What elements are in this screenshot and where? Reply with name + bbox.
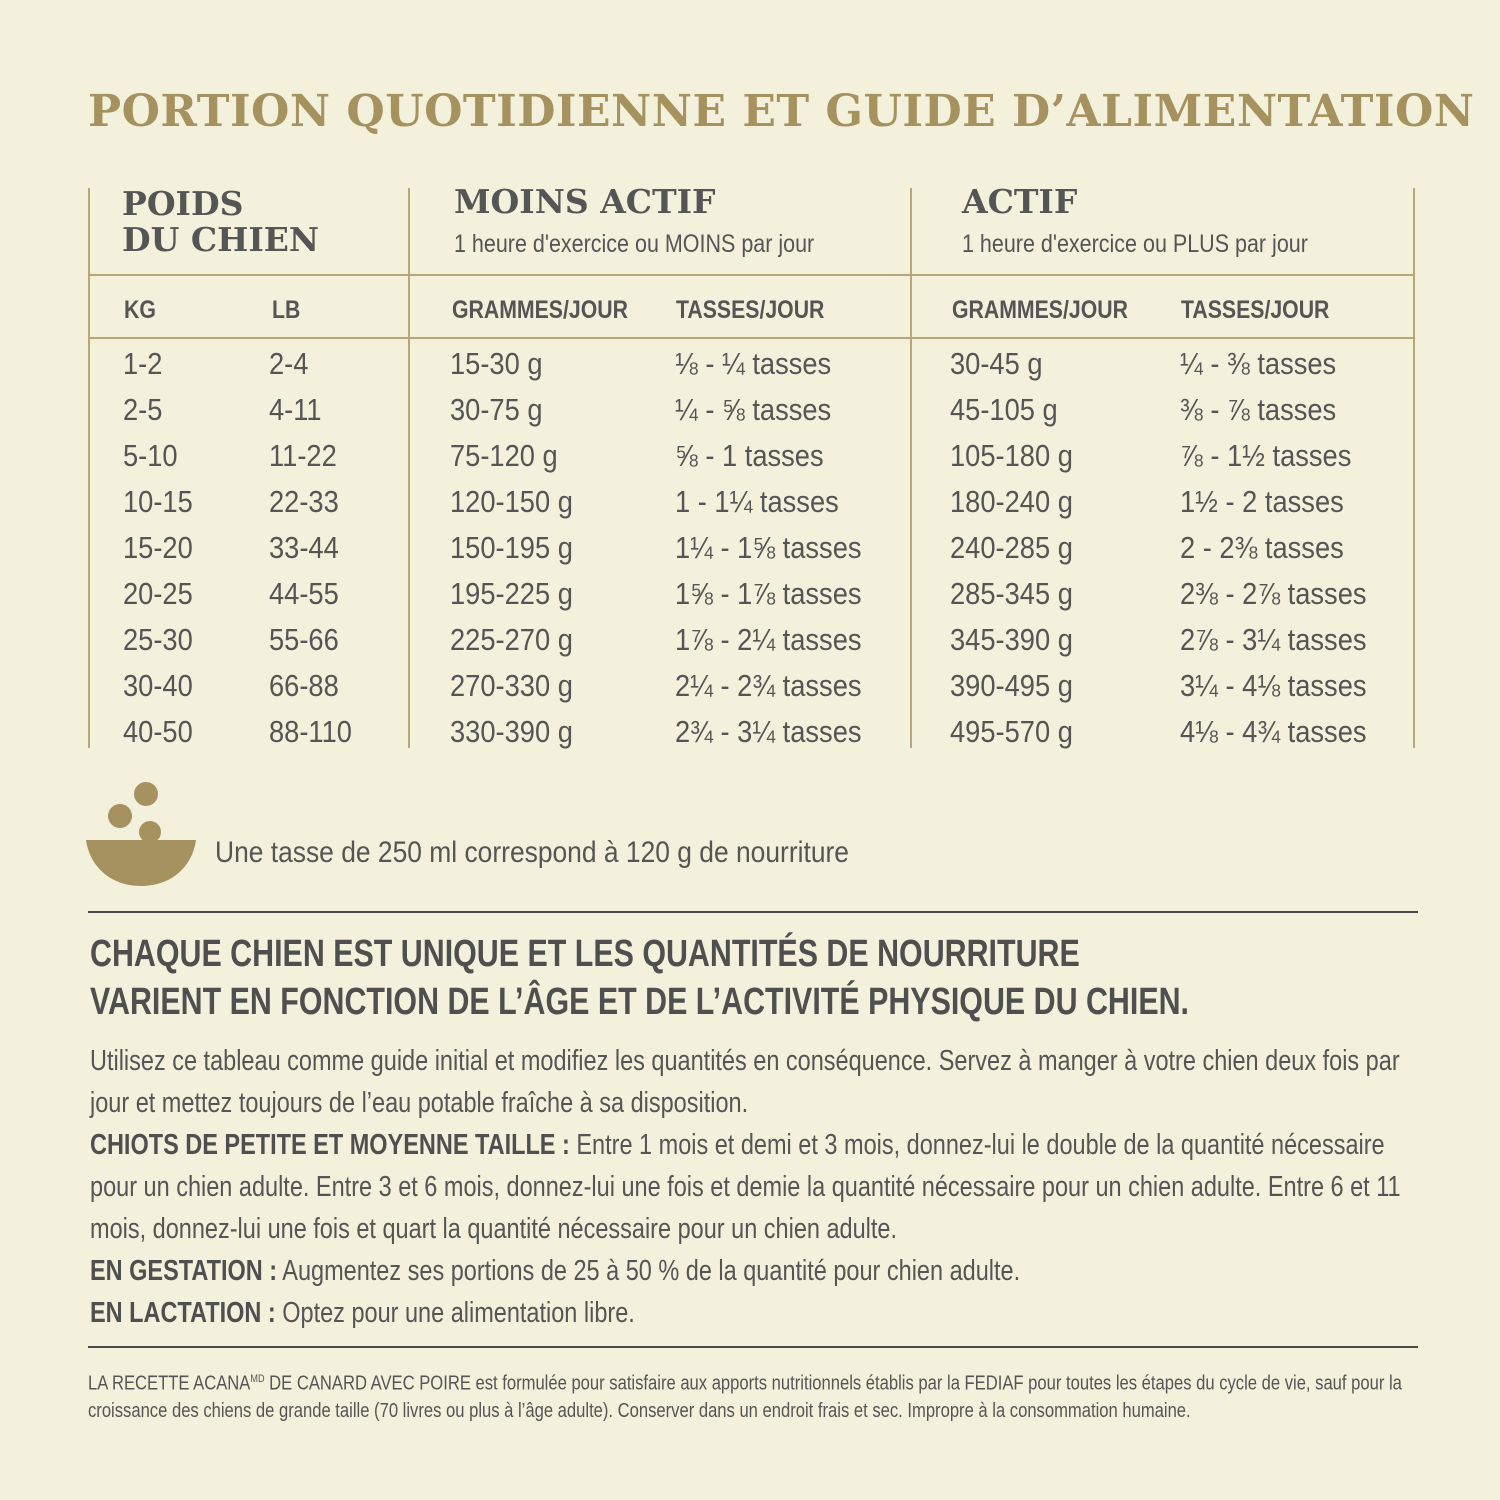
- active-header: ACTIF: [962, 182, 1078, 221]
- gestation-label: EN GESTATION :: [90, 1255, 278, 1287]
- cell-kg: 40-50: [123, 714, 193, 749]
- table-row: [0, 438, 1500, 484]
- footnote-text: DE CANARD AVEC POIRE est formulée pour satisfaire aux apports nutritionnels établis par la FEDIAF pour toutes les étapes du cycle de vie, sauf pour la croissance des chiens de grande taille (70 livres ou plus à l’âge adulte). Conserver dans un endroit frais et sec. Impropre à la consommation humaine.: [88, 1372, 1402, 1422]
- cell-less-cups: 1⅞ - 2¼ tasses: [675, 622, 862, 657]
- cell-active-cups: ⅞ - 1½ tasses: [1180, 438, 1352, 473]
- cell-kg: 2-5: [123, 392, 163, 427]
- cell-less-cups: 1¼ - 1⅝ tasses: [675, 530, 862, 565]
- guidance-lactation: [90, 1292, 1418, 1334]
- footnote-divider: [88, 1346, 1418, 1348]
- cell-active-grams: 30-45 g: [950, 346, 1043, 381]
- cell-lb: 88-110: [269, 714, 352, 749]
- table-header-rule: [88, 274, 1415, 276]
- cell-active-grams: 285-345 g: [950, 576, 1073, 611]
- cell-less-grams: 75-120 g: [450, 438, 558, 473]
- cell-active-cups: 2⅞ - 3¼ tasses: [1180, 622, 1367, 657]
- cell-less-cups: 1 - 1¼ tasses: [675, 484, 839, 519]
- cell-active-cups: ⅜ - ⅞ tasses: [1180, 392, 1337, 427]
- footnote-brand: LA RECETTE ACANA: [88, 1372, 251, 1395]
- cell-active-cups: 4⅛ - 4¾ tasses: [1180, 714, 1367, 749]
- cell-active-cups: ¼ - ⅜ tasses: [1180, 346, 1337, 381]
- cell-less-cups: 2¾ - 3¼ tasses: [675, 714, 862, 749]
- cell-less-grams: 195-225 g: [450, 576, 573, 611]
- lactation-text: Optez pour une alimentation libre.: [275, 1297, 635, 1329]
- cell-lb: 33-44: [269, 530, 339, 565]
- cell-less-cups: ⅝ - 1 tasses: [675, 438, 824, 473]
- cell-kg: 1-2: [123, 346, 163, 381]
- cell-active-grams: 180-240 g: [950, 484, 1073, 519]
- table-row: [0, 622, 1500, 668]
- cell-lb: 2-4: [269, 346, 309, 381]
- cell-active-grams: 45-105 g: [950, 392, 1058, 427]
- gestation-text: Augmentez ses portions de 25 à 50 % de la quantité pour chien adulte.: [277, 1255, 1021, 1287]
- unique-dog-heading-line2: VARIENT EN FONCTION DE L’ÂGE ET DE L’ACTIVITÉ PHYSIQUE DU CHIEN.: [90, 981, 1190, 1023]
- cell-active-grams: 105-180 g: [950, 438, 1073, 473]
- cell-lb: 44-55: [269, 576, 339, 611]
- cell-active-grams: 240-285 g: [950, 530, 1073, 565]
- cell-active-cups: 2 - 2⅜ tasses: [1180, 530, 1344, 565]
- lactation-label: EN LACTATION :: [90, 1297, 276, 1329]
- column-header-active-grams: GRAMMES/JOUR: [952, 296, 1128, 324]
- cell-kg: 15-20: [123, 530, 193, 565]
- cell-kg: 30-40: [123, 668, 193, 703]
- cell-less-grams: 120-150 g: [450, 484, 573, 519]
- cell-less-grams: 330-390 g: [450, 714, 573, 749]
- page-title: PORTION QUOTIDIENNE ET GUIDE D’ALIMENTATION: [88, 86, 1475, 137]
- cell-less-cups: ¼ - ⅝ tasses: [675, 392, 832, 427]
- cell-less-cups: 1⅝ - 1⅞ tasses: [675, 576, 862, 611]
- column-header-kg: KG: [124, 296, 156, 324]
- footnote-trademark: MD: [250, 1373, 265, 1385]
- cell-kg: 25-30: [123, 622, 193, 657]
- cell-less-grams: 15-30 g: [450, 346, 543, 381]
- less-active-subtitle: 1 heure d'exercice ou MOINS par jour: [454, 230, 815, 258]
- cell-less-grams: 150-195 g: [450, 530, 573, 565]
- cell-less-grams: 225-270 g: [450, 622, 573, 657]
- cell-less-cups: 2¼ - 2¾ tasses: [675, 668, 862, 703]
- guidance-intro: Utilisez ce tableau comme guide initial et modifiez les quantités en conséquence. Servez à manger à votre chien deux fois par jour et mettez toujours de l’eau potable fraîche à sa disposition.: [90, 1045, 1400, 1119]
- weight-header-line2: DU CHIEN: [122, 220, 320, 259]
- cell-less-grams: 270-330 g: [450, 668, 573, 703]
- table-row: [0, 392, 1500, 438]
- table-subheader-rule: [88, 337, 1415, 339]
- column-header-lb: LB: [272, 296, 301, 324]
- cell-kg: 5-10: [123, 438, 178, 473]
- table-row: [0, 668, 1500, 714]
- guidance-gestation: [90, 1250, 1418, 1292]
- cell-active-cups: 2⅜ - 2⅞ tasses: [1180, 576, 1367, 611]
- cell-lb: 22-33: [269, 484, 339, 519]
- footnote: [88, 1366, 1416, 1425]
- weight-header: [122, 186, 319, 258]
- column-header-active-cups: TASSES/JOUR: [1181, 296, 1330, 324]
- cup-conversion-note: Une tasse de 250 ml correspond à 120 g de nourriture: [215, 836, 849, 869]
- active-subtitle: 1 heure d'exercice ou PLUS par jour: [962, 230, 1308, 258]
- table-row: [0, 576, 1500, 622]
- cell-kg: 20-25: [123, 576, 193, 611]
- cell-less-grams: 30-75 g: [450, 392, 543, 427]
- guidance-puppies: [90, 1124, 1418, 1250]
- section-divider: [88, 911, 1418, 913]
- feeding-guidance: [90, 1040, 1418, 1334]
- cell-active-grams: 345-390 g: [950, 622, 1073, 657]
- cell-active-grams: 495-570 g: [950, 714, 1073, 749]
- unique-dog-heading-line1: CHAQUE CHIEN EST UNIQUE ET LES QUANTITÉS DE NOURRITURE: [90, 933, 1080, 975]
- cell-kg: 10-15: [123, 484, 193, 519]
- puppies-label: CHIOTS DE PETITE ET MOYENNE TAILLE :: [90, 1129, 570, 1161]
- cell-lb: 11-22: [269, 438, 337, 473]
- cell-lb: 4-11: [269, 392, 322, 427]
- table-row: [0, 484, 1500, 530]
- cell-lb: 55-66: [269, 622, 339, 657]
- table-row: [0, 714, 1500, 760]
- unique-dog-heading: [90, 930, 1189, 1026]
- food-bowl-icon: [84, 780, 200, 890]
- cell-lb: 66-88: [269, 668, 339, 703]
- column-header-less-grams: GRAMMES/JOUR: [452, 296, 628, 324]
- cell-active-cups: 3¼ - 4⅛ tasses: [1180, 668, 1367, 703]
- cell-less-cups: ⅛ - ¼ tasses: [675, 346, 832, 381]
- table-row: [0, 530, 1500, 576]
- weight-header-line1: POIDS: [122, 184, 244, 223]
- cell-active-cups: 1½ - 2 tasses: [1180, 484, 1344, 519]
- puppies-text: Entre 1 mois et demi et 3 mois, donnez-lui le double de la quantité nécessaire pour un chien adulte. Entre 3 et 6 mois, donnez-lui une fois et demie la quantité nécessaire pour un chien adulte. Entre 6 et 11 mois, donnez-lui une fois et quart la quantité nécessaire pour un chien adulte.: [90, 1129, 1401, 1245]
- cell-active-grams: 390-495 g: [950, 668, 1073, 703]
- column-header-less-cups: TASSES/JOUR: [676, 296, 825, 324]
- table-row: [0, 346, 1500, 392]
- less-active-header: MOINS ACTIF: [454, 182, 716, 221]
